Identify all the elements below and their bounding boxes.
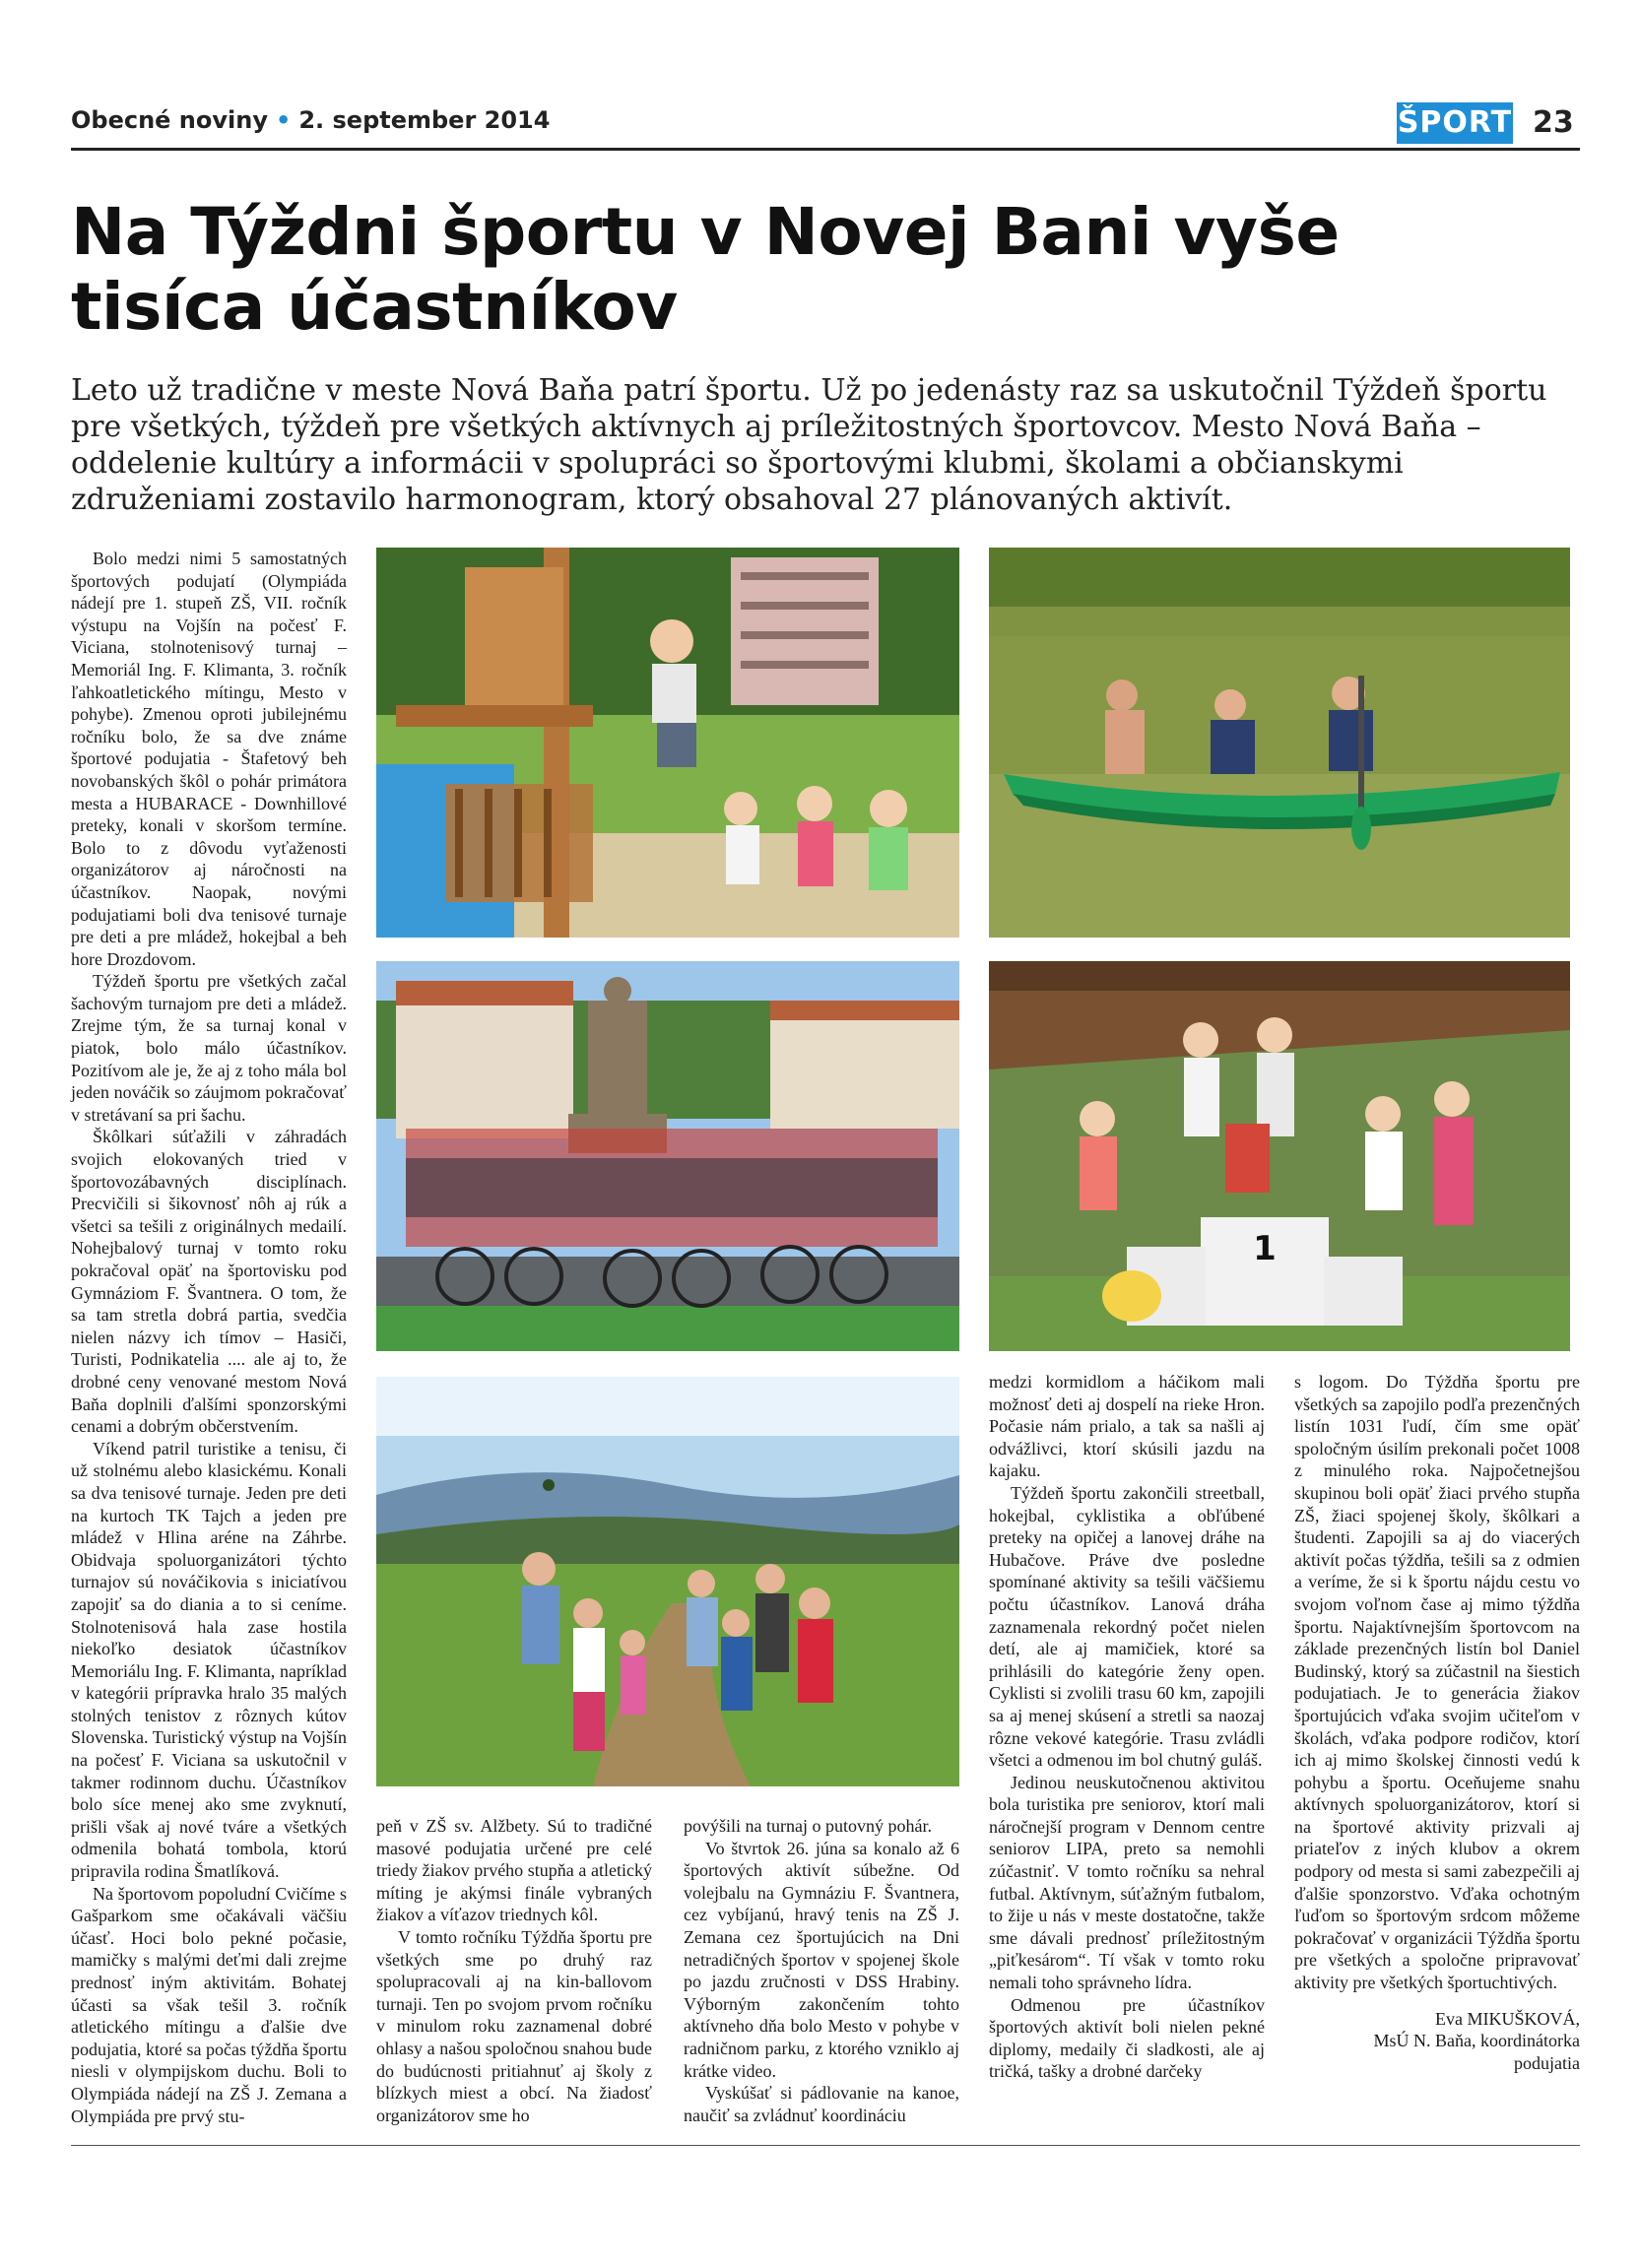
separator-dot: • [275,106,292,134]
article-column-1 [71,548,347,2126]
paragraph: Týždeň športu pre všetkých začal šachovým turnajom pre deti a mládež. Zrejme tým, že sa turnaj konal v piatok, bolo málo účastníkov. Pozitívom ale je, že aj z toho mála bol jeden nováčik so záujmom pokračovať v stretávaní sa pri šachu. [71,971,347,1125]
paragraph: Jedinou neuskutočnenou aktivitou bola turistika pre seniorov, ktorí mali náročnejší program v Dennom centre seniorov LIPA, preto sa nemohli zúčastniť. V tomto ročníku sa nehral futbal. Aktívnym, súťažným futbalom, to žije u nás v meste dostatočne, takže sme dávali prednosť príležitostným „piťkesárom“. Tí však v tomto roku nemali toho správneho lídra. [989,1772,1265,1993]
paragraph: Bolo medzi nimi 5 samostatných športových podujatí (Olympiáda nádejí pre 1. stupeň ZŠ, VII. ročník výstupu na Vojšín na počesť F. Viciana, stolnotenisový turnaj – Memoriál Ing. F. Klimanta, 3. ročník ľahkoatletického mítingu, Mesto v pohybe). Zmenou oproti jubilejnému ročníku bolo, že sa dve známe športové podujatia - Štafetový beh novobanských škôl o pohár primátora mesta a HUBARACE - Downhillové preteky, konali v skoršom termíne. Bolo to z dôvodu vyťaženosti organizátorov aj náročnosti na účastníkov. Naopak, novými podujatiami boli dva tenisové turnaje pre deti a pre mládež, hokejbal a beh hore Drozdovom. [71,549,347,969]
paragraph: Odmenou pre účastníkov športových aktivít boli nielen pekné diplomy, medaily či sladkosti, ale aj tričká, tašky a drobné darčeky [989,1994,1265,2082]
photo-podium [989,961,1570,1351]
paragraph: Víkend patril turistike a tenisu, či už stolnému alebo klasickému. Konali sa dva tenisové turnaje. Jeden pre deti na kurtoch TK Tajch a jeden pre mládež v Hlina aréne na Záhrbe. Obidvaja spoluorganizátori týchto turnajov sú nováčikovia s iniciatívou zapojiť sa do diania a to si ceníme. Stolnotenisová hala zase hostila niekoľko desiatok účastníkov Memoriálu Ing. F. Klimanta, napríklad v kategórii prípravka hralo 35 malých stolných tenistov z rôznych kútov Slovenska. Turistický výstup na Vojšín na počesť F. Viciana sa uskutočnil v takmer rodinnom duchu. Účastníkov bolo síce menej ako sme zvyknutí, prišli však aj nové tváre a všetkých odmenila bohatá tombola, ktorú pripravila rodina Šmatlíková. [71,1438,347,1882]
footer-rule [71,2145,1580,2146]
article-headline: Na Týždni športu v Novej Bani vyše tisíca účastníkov [71,194,1340,345]
issue-date: 2. september 2014 [298,106,551,134]
author-role: podujatia [1514,2052,1580,2073]
podium-place-number: 1 [1253,1229,1277,1268]
article-column-3 [684,1815,959,2126]
masthead [71,106,550,134]
header-rule [71,148,1580,151]
paragraph: Vo štvrtok 26. júna sa konalo až 6 športových aktivít súbežne. Od volejbalu na Gymnáziu F. Švantnera, cez vybíjanú, hravý tenis na ZŠ J. Zemana cez športujúcich na Dni netradičných športov v spojenej škole po jazdu zručnosti v DSS Hrabiny. Výborným zakončením tohto aktívneho dňa bolo Mesto v pohybe v radničnom parku, z ktorého vzniklo aj krátke video. [684,1838,959,2081]
paragraph: povýšili na turnaj o putovný pohár. [684,1816,932,1836]
author-name: Eva MIKUŠKOVÁ, [1435,2008,1580,2029]
photo-canoe [989,548,1570,938]
article-column-2 [376,1815,652,2126]
author-organization: MsÚ N. Baňa, koordinátorka [1373,2031,1580,2051]
paragraph: Týždeň športu zakončili streetball, hokejbal, cyklistika a obľúbené preteky na opičej a lanovej dráhe na Hubačove. Práve dve posledne spomínané aktivity sa tešili väčšiemu počtu účastníkov. Lanová dráha zaznamenala rekordný počet nielen detí, ale aj mamičiek, ktoré sa prihlásili do kategórie ženy open. Cyklisti si zvolili trasu 60 km, zapojili sa aj menej skúsení a stretli sa naozaj rôzne vekové kategórie. Trasu zvládli všetci a odmenou im bol chutný guláš. [989,1482,1265,1771]
photo-hikers [376,1377,959,1786]
paragraph: s logom. Do Týždňa športu pre všetkých sa zapojilo podľa prezenčných listín 1031 ľudí, čím sme opäť spoločným úsilím prekonali počet 1008 z minulého roka. Najpočetnejšou skupinou boli opäť žiaci prvého stupňa ZŠ, žiaci spojenej školy, škôlkari a študenti. Zapojili sa aj do viacerých aktivít počas týždňa, tešili sa z odmien a veríme, že si k športu nájdu cestu vo svojom voľnom čase aj mimo týždňa športu. Najaktívnejším športovcom na základe prezenčných listín bol Daniel Budinský, ktorý sa zúčastnil na šiestich podujatiach. Je to generácia žiakov športujúcich vďaka svojim učiteľom v školách, vďaka podpore rodičov, ktorí ich aj mimo školskej činnosti vedú k pohybu a športu. Oceňujeme snahu aktívnych spoluorganizátorov, ktorí si na športové aktivity prizvali aj priateľov z iných klubov a okrem podpory od mesta si sami zabezpečili aj ďalšie sponzorstvo. Vďaka ochotným ľuďom so športovým srdcom môžeme pokračovať v organizácii Týždňa športu pre všetkých a spoločne pripravovať aktivity pre všetkých športuchtivých. [1294,1372,1580,1993]
newspaper-name: Obecné noviny [71,106,268,134]
article-lead: Leto už tradične v meste Nová Baňa patrí športu. Už po jedenásty raz sa uskutočnil Týždeň športu pre všetkých, týždeň pre všetkých aktívnych aj príležitostných športovcov. Mesto Nová Baňa – oddelenie kultúry a informácii v spolupráci so športovými klubmi, školami a občianskymi združeniami zostavilo harmonogram, ktorý obsahoval 27 plánovaných aktivít. [71,373,1547,517]
paragraph: Škôlkari súťažili v záhradách svojich elokovaných tried v športovozábavných disciplínach. Precvičili si šikovnosť nôh aj rúk a všetci sa tešili z originálnych medailí. Nohejbalový turnaj v tomto roku pokračoval opäť na športovisku pod Gymnáziom F. Švantnera. O tom, že sa tam stretla dobrá partia, svedčia nielen názvy ich tímov – Hasiči, Turisti, Podnikatelia .... ale aj to, že drobné ceny venované mestom Nová Baňa doplnili ďalšími sponzorskými cenami a dobrým občerstvením. [71,1127,347,1437]
paragraph: Vyskúšať si pádlovanie na kanoe, naučiť sa zvládnuť koordináciu [684,2083,959,2125]
photo-cyclists [376,961,959,1351]
paragraph: peň v ZŠ sv. Alžbety. Sú to tradičné masové podujatia určené pre celé triedy žiakov prvého stupňa a atletický míting je akýmsi finále vybraných žiakov a víťazov triednych kôl. [376,1816,652,1925]
article-column-4 [989,1371,1265,2083]
section-label: ŠPORT [1397,102,1513,144]
paragraph: V tomto ročníku Týždňa športu pre všetkých sme po druhý raz spolupracovali aj na kin-ballovom turnaji. Ten po svojom prvom ročníku v minulom roku zaznamenal dobré ohlasy a našou spoločnou snahou bude do budúcnosti pritiahnuť aj školy z blízkych miest a obcí. Na žiadosť organizátorov sme ho [376,1926,652,2125]
author-signature [1294,2008,1580,2075]
paragraph: medzi kormidlom a háčikom mali možnosť deti aj dospelí na rieke Hron. Počasie nám prialo, a tak sa našli aj odvážlivci, ktorí skúsili jazdu na kajaku. [989,1372,1265,1481]
photo-playground [376,548,959,938]
paragraph: Na športovom popoludní Cvičíme s Gašparkom sme očakávali väčšiu účasť. Hoci bolo pekné počasie, mamičky s malými deťmi dali zrejme prednosť iným aktivitám. Bohatej účasti sa však tešil 3. ročník atletického mítingu a ďalšie dve podujatia, ktoré sa počas týždňa športu niesli v olympijskom duchu. Boli to Olympiáda nádejí na ZŠ J. Zemana a Olympiáda pre prvý stu- [71,1883,347,2126]
page-number: 23 [1533,105,1574,140]
article-column-5 [1294,1371,1580,2074]
